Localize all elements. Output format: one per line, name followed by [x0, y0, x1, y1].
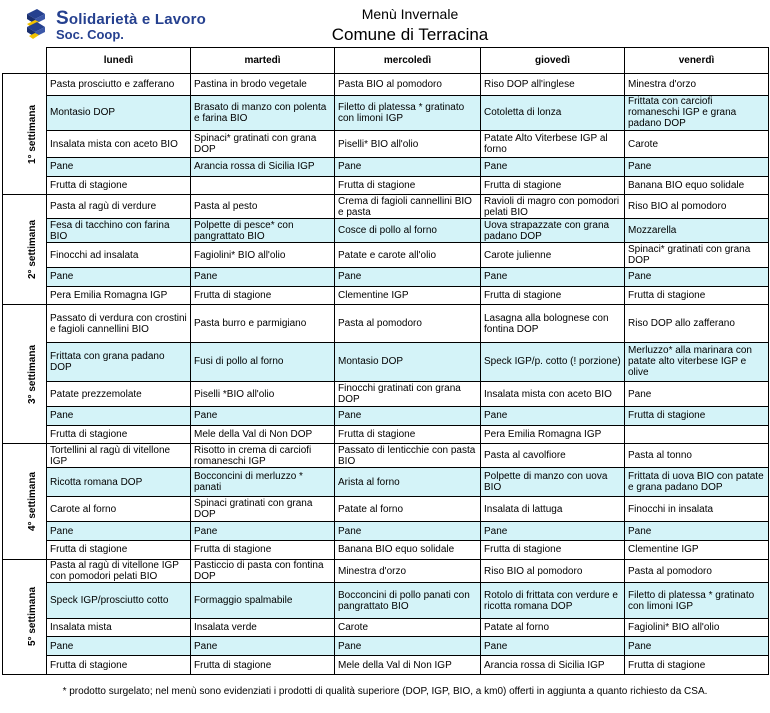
dish-cell: Pasta al cavolfiore — [481, 444, 625, 468]
dish-cell: Insalata verde — [191, 618, 335, 637]
menu-row — [3, 540, 769, 559]
dish-cell: Frutta di stagione — [47, 176, 191, 195]
dish-cell: Frutta di stagione — [191, 656, 335, 675]
menu-row — [3, 74, 769, 96]
week-label-text: 3° settimana — [27, 344, 39, 404]
menu-table — [2, 47, 769, 675]
dish-cell: Frutta di stagione — [625, 407, 769, 426]
dish-cell — [191, 176, 335, 195]
menu-row — [3, 583, 769, 618]
menu-row — [3, 305, 769, 342]
dish-cell: Speck IGP/prosciutto cotto — [47, 583, 191, 618]
dish-cell: Arancia rossa di Sicilia IGP — [481, 656, 625, 675]
dish-cell: Pane — [47, 522, 191, 541]
dish-cell: Spinaci* gratinati con grana DOP — [191, 131, 335, 158]
dish-cell: Montasio DOP — [47, 95, 191, 130]
dish-cell: Cosce di pollo al forno — [335, 219, 481, 243]
week-label-text: 4° settimana — [27, 471, 39, 532]
dish-cell: Patate al forno — [335, 497, 481, 522]
menu-row — [3, 219, 769, 243]
dish-cell: Pane — [481, 637, 625, 656]
dish-cell: Lasagna alla bolognese con fontina DOP — [481, 305, 625, 342]
dish-cell: Crema di fagioli cannellini BIO e pasta — [335, 195, 481, 219]
dish-cell: Pane — [191, 522, 335, 541]
dish-cell: Pane — [191, 407, 335, 426]
dish-cell: Fesa di tacchino con farina BIO — [47, 219, 191, 243]
dish-cell: Pane — [47, 158, 191, 177]
dish-cell: Frutta di stagione — [335, 176, 481, 195]
dish-cell: Frutta di stagione — [191, 286, 335, 305]
dish-cell: Pasticcio di pasta con fontina DOP — [191, 559, 335, 583]
menu-row — [3, 559, 769, 583]
menu-row — [3, 268, 769, 287]
dish-cell: Pane — [47, 637, 191, 656]
dish-cell: Frutta di stagione — [481, 176, 625, 195]
dish-cell: Frutta di stagione — [47, 425, 191, 444]
menu-row — [3, 176, 769, 195]
dish-cell: Frutta di stagione — [481, 286, 625, 305]
menu-row — [3, 656, 769, 675]
menu-row — [3, 444, 769, 468]
day-header-row — [3, 48, 769, 74]
dish-cell: Passato di lenticchie con pasta BIO — [335, 444, 481, 468]
corner-cell — [3, 48, 47, 74]
dish-cell: Piselli* BIO all'olio — [335, 131, 481, 158]
menu-row — [3, 425, 769, 444]
dish-cell: Pane — [625, 382, 769, 407]
dish-cell: Pasta al pomodoro — [625, 559, 769, 583]
dish-cell: Frutta di stagione — [335, 425, 481, 444]
week-label — [3, 444, 47, 559]
menu-row — [3, 243, 769, 268]
dish-cell: Fagiolini* BIO all'olio — [625, 618, 769, 637]
dish-cell: Pane — [47, 407, 191, 426]
dish-cell: Patate e carote all'olio — [335, 243, 481, 268]
dish-cell: Riso DOP allo zafferano — [625, 305, 769, 342]
dish-cell: Ricotta romana DOP — [47, 468, 191, 497]
dish-cell: Pastina in brodo vegetale — [191, 74, 335, 96]
day-header: venerdì — [625, 48, 769, 74]
menu-row — [3, 522, 769, 541]
dish-cell: Frutta di stagione — [625, 286, 769, 305]
menu-row — [3, 468, 769, 497]
dish-cell: Pera Emilia Romagna IGP — [47, 286, 191, 305]
dish-cell: Pane — [335, 268, 481, 287]
dish-cell: Brasato di manzo con polenta e farina BIO — [191, 95, 335, 130]
menu-row — [3, 195, 769, 219]
dish-cell: Filetto di platessa * gratinato con limoni IGP — [335, 95, 481, 130]
menu-row — [3, 382, 769, 407]
dish-cell: Banana BIO equo solidale — [335, 540, 481, 559]
week-label — [3, 195, 47, 305]
menu-row — [3, 637, 769, 656]
dish-cell: Polpette di manzo con uova BIO — [481, 468, 625, 497]
dish-cell: Carote — [625, 131, 769, 158]
company-name-initial: S — [56, 8, 69, 29]
dish-cell: Pane — [625, 268, 769, 287]
cooperative-logo-icon — [25, 8, 47, 42]
week-label — [3, 74, 47, 195]
dish-cell: Pane — [335, 407, 481, 426]
dish-cell: Filetto di platessa * gratinato con limoni IGP — [625, 583, 769, 618]
dish-cell: Frittata di uova BIO con patate e grana padano DOP — [625, 468, 769, 497]
dish-cell: Passato di verdura con crostini e fagioli cannellini BIO — [47, 305, 191, 342]
dish-cell: Tortellini al ragù di vitellone IGP — [47, 444, 191, 468]
dish-cell: Risotto in crema di carciofi romaneschi IGP — [191, 444, 335, 468]
dish-cell: Carote — [335, 618, 481, 637]
dish-cell: Rotolo di frittata con verdure e ricotta romana DOP — [481, 583, 625, 618]
dish-cell: Fusi di pollo al forno — [191, 342, 335, 381]
menu-row — [3, 407, 769, 426]
dish-cell: Riso BIO al pomodoro — [625, 195, 769, 219]
menu-subtitle: Comune di Terracina — [331, 25, 489, 44]
dish-cell: Finocchi ad insalata — [47, 243, 191, 268]
dish-cell: Bocconcini di pollo panati con pangrattato BIO — [335, 583, 481, 618]
dish-cell: Ravioli di magro con pomodori pelati BIO — [481, 195, 625, 219]
dish-cell: Pane — [191, 637, 335, 656]
dish-cell: Cotoletta di lonza — [481, 95, 625, 130]
dish-cell: Pera Emilia Romagna IGP — [481, 425, 625, 444]
dish-cell: Frutta di stagione — [47, 540, 191, 559]
dish-cell: Frutta di stagione — [47, 656, 191, 675]
dish-cell: Pasta prosciutto e zafferano — [47, 74, 191, 96]
dish-cell: Riso BIO al pomodoro — [481, 559, 625, 583]
menu-row — [3, 131, 769, 158]
dish-cell: Frittata con grana padano DOP — [47, 342, 191, 381]
dish-cell: Bocconcini di merluzzo * panati — [191, 468, 335, 497]
dish-cell: Formaggio spalmabile — [191, 583, 335, 618]
dish-cell: Riso DOP all'inglese — [481, 74, 625, 96]
dish-cell: Pane — [481, 268, 625, 287]
dish-cell: Pasta al ragù di vitellone IGP con pomodori pelati BIO — [47, 559, 191, 583]
dish-cell: Frittata con carciofi romaneschi IGP e grana padano DOP — [625, 95, 769, 130]
dish-cell: Insalata di lattuga — [481, 497, 625, 522]
dish-cell: Finocchi gratinati con grana DOP — [335, 382, 481, 407]
footnote: * prodotto surgelato; nel menù sono evidenziati i prodotti di qualità superiore (DOP, IGP, BIO, a km0) offerti in aggiunta a quanto richiesto da CSA. — [62, 686, 708, 697]
dish-cell: Montasio DOP — [335, 342, 481, 381]
dish-cell: Pane — [481, 158, 625, 177]
dish-cell: Clementine IGP — [335, 286, 481, 305]
dish-cell: Carote julienne — [481, 243, 625, 268]
week-label — [3, 305, 47, 444]
dish-cell: Uova strapazzate con grana padano DOP — [481, 219, 625, 243]
dish-cell: Frutta di stagione — [625, 656, 769, 675]
dish-cell: Insalata mista con aceto BIO — [47, 131, 191, 158]
dish-cell: Pasta al tonno — [625, 444, 769, 468]
dish-cell: Frutta di stagione — [481, 540, 625, 559]
dish-cell: Arista al forno — [335, 468, 481, 497]
dish-cell: Pane — [335, 522, 481, 541]
dish-cell: Spinaci* gratinati con grana DOP — [625, 243, 769, 268]
dish-cell: Fagiolini* BIO all'olio — [191, 243, 335, 268]
dish-cell: Mele della Val di Non IGP — [335, 656, 481, 675]
dish-cell: Merluzzo* alla marinara con patate alto viterbese IGP e olive — [625, 342, 769, 381]
dish-cell: Pasta burro e parmigiano — [191, 305, 335, 342]
week-label-text: 1° settimana — [27, 104, 39, 164]
dish-cell: Pane — [625, 158, 769, 177]
week-label-text: 2° settimana — [27, 220, 39, 280]
dish-cell: Patate al forno — [481, 618, 625, 637]
dish-cell: Pane — [335, 158, 481, 177]
dish-cell: Clementine IGP — [625, 540, 769, 559]
menu-title: Menù Invernale — [361, 6, 459, 22]
menu-row — [3, 286, 769, 305]
dish-cell: Finocchi in insalata — [625, 497, 769, 522]
dish-cell: Patate prezzemolate — [47, 382, 191, 407]
company-name-rest: olidarietà e Lavoro — [68, 11, 207, 28]
dish-cell: Pasta al ragù di verdure — [47, 195, 191, 219]
dish-cell: Spinaci gratinati con grana DOP — [191, 497, 335, 522]
day-header: martedì — [191, 48, 335, 74]
dish-cell: Polpette di pesce* con pangrattato BIO — [191, 219, 335, 243]
dish-cell: Minestra d'orzo — [625, 74, 769, 96]
dish-cell: Pasta al pomodoro — [335, 305, 481, 342]
dish-cell: Speck IGP/p. cotto (! porzione) — [481, 342, 625, 381]
dish-cell: Pane — [481, 522, 625, 541]
menu-row — [3, 158, 769, 177]
dish-cell: Pane — [625, 522, 769, 541]
dish-cell: Pane — [47, 268, 191, 287]
dish-cell: Pane — [191, 268, 335, 287]
menu-row — [3, 95, 769, 130]
dish-cell: Piselli *BIO all'olio — [191, 382, 335, 407]
dish-cell: Pane — [335, 637, 481, 656]
week-label — [3, 559, 47, 674]
menu-row — [3, 618, 769, 637]
menu-body — [3, 74, 769, 675]
dish-cell: Pane — [625, 637, 769, 656]
dish-cell: Banana BIO equo solidale — [625, 176, 769, 195]
dish-cell: Mozzarella — [625, 219, 769, 243]
day-header: giovedì — [481, 48, 625, 74]
menu-row — [3, 342, 769, 381]
dish-cell: Patate Alto Viterbese IGP al forno — [481, 131, 625, 158]
dish-cell: Arancia rossa di Sicilia IGP — [191, 158, 335, 177]
page-header — [0, 0, 770, 46]
dish-cell: Pane — [481, 407, 625, 426]
menu-row — [3, 497, 769, 522]
company-subtitle: Soc. Coop. — [56, 27, 124, 42]
dish-cell: Pasta al pesto — [191, 195, 335, 219]
dish-cell: Carote al forno — [47, 497, 191, 522]
week-label-text: 5° settimana — [27, 587, 39, 647]
dish-cell: Minestra d'orzo — [335, 559, 481, 583]
dish-cell: Insalata mista — [47, 618, 191, 637]
dish-cell: Insalata mista con aceto BIO — [481, 382, 625, 407]
day-header: mercoledì — [335, 48, 481, 74]
dish-cell: Mele della Val di Non DOP — [191, 425, 335, 444]
dish-cell — [625, 425, 769, 444]
dish-cell: Frutta di stagione — [191, 540, 335, 559]
dish-cell: Pasta BIO al pomodoro — [335, 74, 481, 96]
day-header: lunedì — [47, 48, 191, 74]
